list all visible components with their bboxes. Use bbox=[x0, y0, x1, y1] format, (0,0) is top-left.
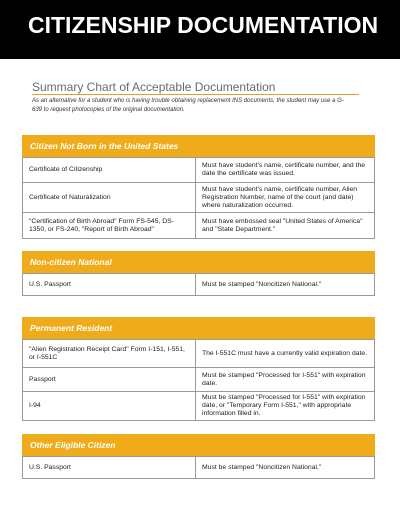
documentation-table bbox=[22, 339, 375, 421]
section-heading: Other Eligible Citizen bbox=[22, 434, 375, 456]
requirement-cell: Must be stamped "Noncitizen National." bbox=[196, 274, 375, 296]
requirement-cell: The I-551C must have a currently valid expiration date. bbox=[196, 340, 375, 368]
requirement-cell: Must be stamped "Noncitizen National." bbox=[196, 457, 375, 479]
document-cell: "Certification of Birth Abroad" Form FS-545, DS-1350, or FS-240, "Report of Birth Abroad" bbox=[23, 213, 196, 239]
table-row bbox=[23, 368, 375, 392]
document-cell: U.S. Passport bbox=[23, 274, 196, 296]
table-row bbox=[23, 158, 375, 183]
document-cell: "Alien Registration Receipt Card" Form I-151, I-551, or I-551C bbox=[23, 340, 196, 368]
table-row bbox=[23, 340, 375, 368]
documentation-table bbox=[22, 273, 375, 296]
section-heading: Non-citizen National bbox=[22, 251, 375, 273]
title-banner bbox=[0, 0, 400, 59]
document-cell: U.S. Passport bbox=[23, 457, 196, 479]
section-heading: Citizen Not Born in the United States bbox=[22, 135, 375, 157]
document-cell: Passport bbox=[23, 368, 196, 392]
section-permanent-resident bbox=[22, 317, 375, 421]
requirement-cell: Must be stamped "Processed for I-551" with expiration date. bbox=[196, 368, 375, 392]
section-non-citizen-national bbox=[22, 251, 375, 296]
section-other-eligible-citizen bbox=[22, 434, 375, 479]
document-cell: Certificate of Citizenship bbox=[23, 158, 196, 183]
requirement-cell: Must be stamped "Processed for I-551" with expiration date, or "Temporary Form I-551," with appropriate information filled in. bbox=[196, 392, 375, 421]
documentation-table bbox=[22, 456, 375, 479]
requirement-cell: Must have student's name, certificate number, and the date the certificate was issued. bbox=[196, 158, 375, 183]
table-row bbox=[23, 213, 375, 239]
summary-title: Summary Chart of Acceptable Documentation bbox=[32, 80, 276, 94]
table-row bbox=[23, 392, 375, 421]
requirement-cell: Must have embossed seal "United States of America" and "State Department." bbox=[196, 213, 375, 239]
requirement-cell: Must have student's name, certificate number, Alien Registration Number, name of the court (and date) where naturalization occurred. bbox=[196, 183, 375, 213]
document-cell: Certificate of Naturalization bbox=[23, 183, 196, 213]
summary-divider bbox=[32, 94, 359, 95]
intro-note: As an alternative for a student who is having trouble obtaining replacement INS documents, the student may use a G-639 to request photocopies of the original documentation. bbox=[32, 98, 344, 113]
table-row bbox=[23, 183, 375, 213]
section-heading: Permanent Resident bbox=[22, 317, 375, 339]
page-title: CITIZENSHIP DOCUMENTATION bbox=[28, 12, 379, 38]
section-citizen-not-born-in-us bbox=[22, 135, 375, 239]
documentation-table bbox=[22, 157, 375, 239]
document-cell: I-94 bbox=[23, 392, 196, 421]
table-row bbox=[23, 274, 375, 296]
table-row bbox=[23, 457, 375, 479]
